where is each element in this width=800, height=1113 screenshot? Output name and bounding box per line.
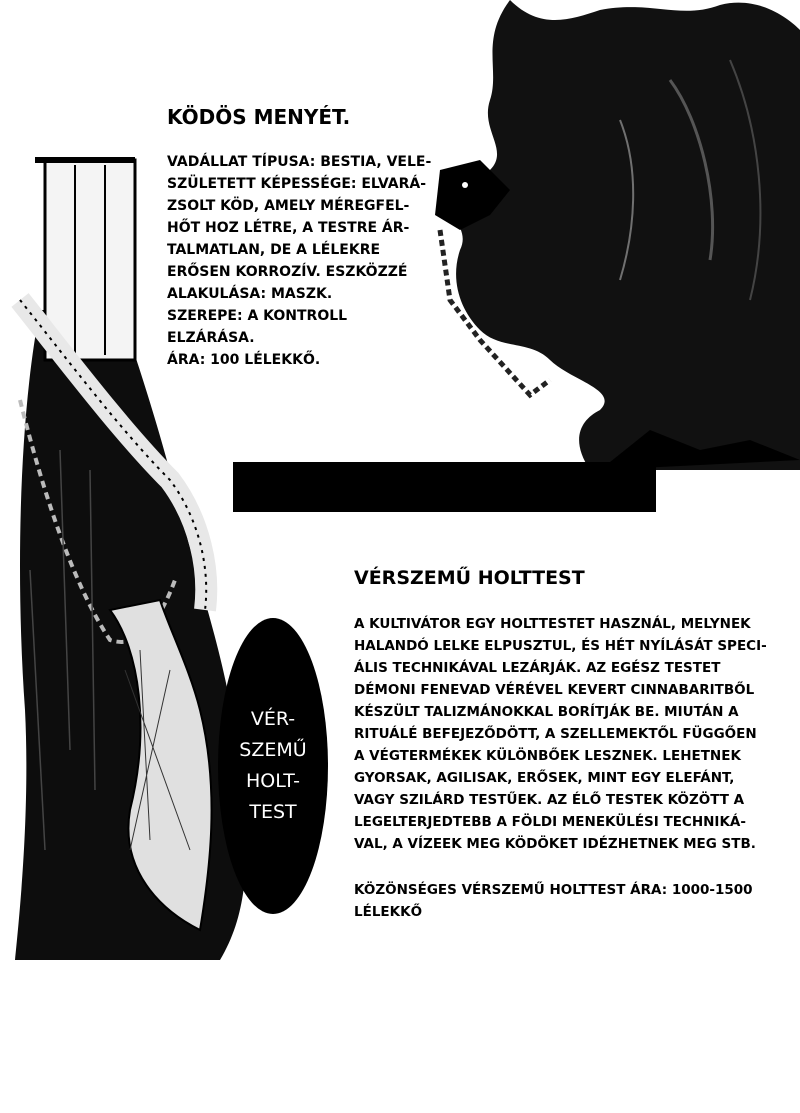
description-line: HŐT HOZ LÉTRE, A TESTRE ÁR- <box>167 220 410 236</box>
price-line: LÉLEKKŐ <box>354 904 423 920</box>
description-line: ÁRA: 100 LÉLEKKŐ. <box>167 352 321 368</box>
bloodeye-corpse-section <box>354 567 794 923</box>
description-line: ÁLIS TECHNIKÁVAL LEZÁRJÁK. AZ EGÉSZ TESTET <box>354 660 721 676</box>
description-line: SZEREPE: A KONTROLL <box>167 308 348 324</box>
misty-weasel-description <box>167 151 437 371</box>
description-line: VAGY SZILÁRD TESTŰEK. AZ ÉLŐ TESTEK KÖZÖTT A <box>354 792 745 808</box>
description-line: ZSOLT KÖD, AMELY MÉREGFEL- <box>167 198 410 214</box>
black-bar-divider <box>233 462 656 512</box>
misty-weasel-section <box>167 105 437 371</box>
description-line: GYORSAK, AGILISAK, ERŐSEK, MINT EGY ELEFÁNT, <box>354 770 735 786</box>
speech-bubble-text <box>239 704 306 828</box>
description-line: VAL, A VÍZEEK MEG KÖDÖKET IDÉZHETNEK MEG STB. <box>354 836 756 852</box>
bloodeye-corpse-price <box>354 879 794 923</box>
bloodeye-corpse-description <box>354 613 794 855</box>
description-line: ALAKULÁSA: MASZK. <box>167 286 333 302</box>
price-line: KÖZÖNSÉGES VÉRSZEMŰ HOLTTEST ÁRA: 1000-1500 <box>354 882 753 898</box>
misty-weasel-heading: KÖDÖS MENYÉT. <box>167 105 351 129</box>
description-line: VADÁLLAT TÍPUSA: BESTIA, VELE- <box>167 154 432 170</box>
bubble-line: HOLT- <box>246 770 300 792</box>
description-line: LEGELTERJEDTEBB A FÖLDI MENEKÜLÉSI TECHNIKÁ- <box>354 814 746 830</box>
bloodeye-corpse-heading: VÉRSZEMŰ HOLTTEST <box>354 567 585 589</box>
beast-illustration <box>420 0 800 470</box>
description-line: RITUÁLÉ BEFEJEZŐDÖTT, A SZELLEMEKTŐL FÜGGŐEN <box>354 726 757 742</box>
bubble-line: VÉR- <box>250 708 296 730</box>
description-line: HALANDÓ LELKE ELPUSZTUL, ÉS HÉT NYÍLÁSÁT SPECI- <box>354 638 767 654</box>
bubble-line: TEST <box>249 801 297 823</box>
description-line: DÉMONI FENEVAD VÉRÉVEL KEVERT CINNABARITBŐL <box>354 682 755 698</box>
description-line: A VÉGTERMÉKEK KÜLÖNBŐEK LESZNEK. LEHETNEK <box>354 748 741 764</box>
bubble-line: SZEMŰ <box>239 739 307 761</box>
description-line: KÉSZÜLT TALIZMÁNOKKAL BORÍTJÁK BE. MIUTÁN A <box>354 704 739 720</box>
description-line: ELZÁRÁSA. <box>167 330 255 346</box>
description-line: SZÜLETETT KÉPESSÉGE: ELVARÁ- <box>167 176 427 192</box>
description-line: A KULTIVÁTOR EGY HOLTTESTET HASZNÁL, MELYNEK <box>354 616 751 632</box>
speech-bubble <box>218 618 328 914</box>
description-line: TALMATLAN, DE A LÉLEKRE <box>167 242 381 258</box>
description-line: ERŐSEN KORROZÍV. ESZKÖZZÉ <box>167 264 408 280</box>
